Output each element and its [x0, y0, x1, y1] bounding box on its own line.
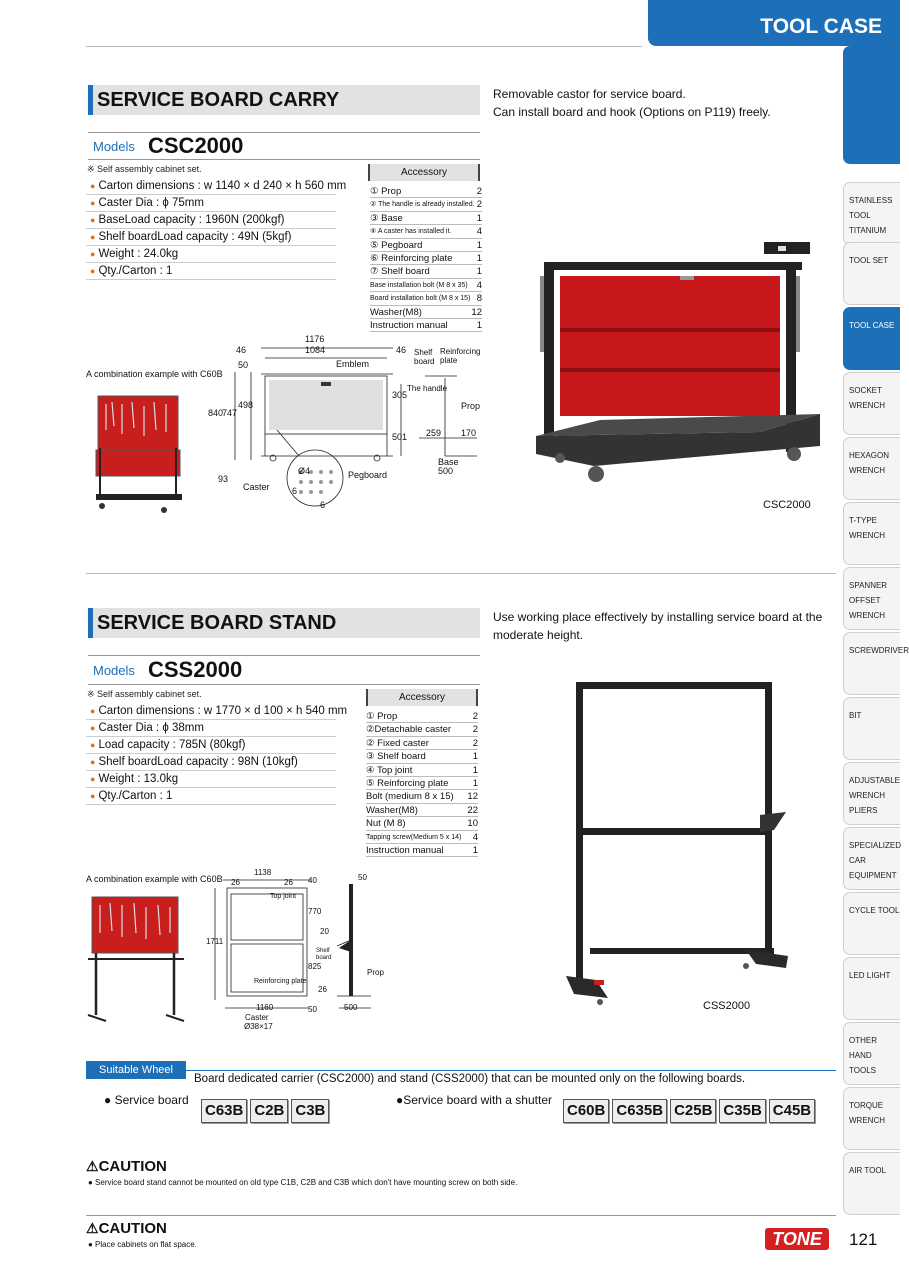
stand-dimension-drawing — [205, 870, 395, 1025]
accessory-row — [366, 750, 478, 763]
spec-text: Shelf boardLoad capacity : 98N (10kgf) — [98, 756, 298, 768]
spec-row — [86, 771, 336, 788]
carry-model-code: CSC2000 — [148, 133, 244, 158]
dim-50b: 50 — [308, 1005, 317, 1014]
dim-498: 498 — [238, 400, 254, 410]
spec-row — [86, 703, 348, 720]
spec-text: Qty./Carton : 1 — [98, 265, 173, 277]
service-board-list — [201, 1099, 332, 1123]
shutter-board-list — [563, 1099, 818, 1123]
accessory-qty: 2 — [476, 199, 482, 211]
brand-logo: TONE — [765, 1228, 829, 1250]
dim-1176: 1176 — [305, 334, 325, 344]
dim-40: 40 — [308, 876, 317, 885]
side-tab[interactable]: STAINLESS TOOL TITANIUM — [843, 182, 900, 245]
accessory-qty: 1 — [472, 751, 478, 763]
accessory-qty: 10 — [467, 818, 478, 830]
dim-50a: 50 — [358, 873, 367, 882]
accessory-row — [370, 265, 482, 278]
accessory-name: ②Detachable caster — [366, 724, 452, 736]
carry-model-rule-top — [88, 132, 480, 133]
dim-6b: 6 — [320, 500, 326, 510]
board-chip: C3B — [291, 1099, 329, 1123]
bullet-icon: ● — [90, 249, 96, 259]
board-chip: C25B — [670, 1099, 716, 1123]
accessory-qty: 4 — [476, 279, 482, 291]
carry-photo-caption: CSC2000 — [763, 499, 811, 511]
top-joint-label: Top joint — [270, 893, 297, 900]
accessory-name: Instruction manual — [366, 844, 444, 856]
accessory-name: ② The handle is already installed. — [370, 201, 475, 209]
bullet-icon: ● — [90, 791, 96, 801]
accessory-qty: 22 — [467, 804, 478, 816]
carry-accessory-table — [370, 185, 482, 332]
side-tab[interactable]: TOOL SET — [843, 242, 900, 305]
accessory-row — [370, 225, 482, 238]
accessory-qty: 1 — [476, 252, 482, 264]
dim-50: 50 — [238, 360, 249, 370]
caution-1-text: ● Service board stand cannot be mounted on old type C1B, C2B and C3B which don't have mounting screw on both side. — [88, 1178, 518, 1187]
accessory-qty: 2 — [472, 711, 478, 722]
dim-170: 170 — [461, 428, 477, 438]
wheel-rule — [186, 1070, 836, 1071]
accessory-qty: 2 — [476, 186, 482, 197]
carry-accessory-head: Accessory — [368, 164, 480, 181]
dim-501: 501 — [392, 432, 408, 442]
accessory-name: Washer(M8) — [366, 804, 418, 816]
carry-combo-label: A combination example with C60B — [86, 369, 223, 379]
handle-label: The handle — [407, 384, 448, 393]
accessory-row — [370, 185, 482, 198]
side-tab[interactable]: TOOL CASE — [843, 307, 900, 370]
accessory-row — [366, 777, 478, 790]
bullet-icon: ● — [90, 706, 96, 716]
shutter-board-label: ●Service board with a shutter — [396, 1093, 552, 1107]
side-tab[interactable]: SPECIALIZED CAR EQUIPMENT — [843, 827, 900, 890]
accessory-name: Nut (M 8) — [366, 818, 406, 830]
spec-text: Carton dimensions : w 1770 × d 100 × h 540 mm — [98, 705, 348, 717]
accessory-name: ① Prop — [366, 711, 398, 722]
accessory-name: ② Fixed caster — [366, 737, 429, 749]
accessory-qty: 1 — [476, 239, 482, 251]
carry-note: ※ Self assembly cabinet set. — [87, 164, 202, 174]
side-tab[interactable]: TORQUE WRENCH — [843, 1087, 900, 1150]
caution-2-title: CAUTION — [98, 1220, 167, 1237]
accessory-name: ① Prop — [370, 186, 402, 197]
accessory-row — [370, 198, 482, 211]
service-board-label: ● Service board — [104, 1093, 189, 1107]
spec-text: Shelf boardLoad capacity : 49N (5kgf) — [98, 231, 292, 243]
stand-model-rule-top — [88, 655, 480, 656]
caution-2-text: ● Place cabinets on flat space. — [88, 1240, 197, 1249]
warning-icon: ⚠ — [86, 1220, 99, 1236]
spec-row — [86, 212, 336, 229]
page-number: 121 — [849, 1230, 878, 1249]
spec-text: Weight : 13.0kg — [98, 773, 179, 785]
board-chip: C35B — [719, 1099, 765, 1123]
dim-26b: 26 — [284, 878, 293, 887]
accessory-qty: 12 — [471, 306, 482, 318]
dim-1138: 1138 — [254, 868, 272, 877]
header-rule — [86, 46, 642, 47]
stand-models-label: Models — [93, 663, 135, 678]
accessory-row — [366, 764, 478, 777]
stand-model-rule — [88, 684, 480, 685]
spec-text: Load capacity : 785N (80kgf) — [98, 739, 246, 751]
dim-26a: 26 — [231, 878, 240, 887]
accessory-row — [366, 817, 478, 830]
dim-840: 840 — [208, 408, 224, 418]
carry-model-rule — [88, 159, 480, 160]
spec-text: BaseLoad capacity : 1960N (200kgf) — [98, 214, 285, 226]
dim-305: 305 — [392, 390, 408, 400]
dim-20: 20 — [320, 927, 329, 936]
side-tab[interactable]: T-TYPE WRENCH — [843, 502, 900, 565]
dim-1084: 1084 — [305, 345, 326, 355]
accessory-name: ④ A caster has installed it. — [370, 228, 452, 236]
prop-label: Prop — [461, 401, 481, 411]
carry-combo-image — [92, 390, 192, 518]
spec-row — [86, 720, 336, 737]
accessory-row — [366, 737, 478, 750]
stand-product-photo — [560, 680, 790, 1010]
side-tab[interactable]: SCREWDRIVER — [843, 632, 900, 695]
footer-rule — [86, 1215, 836, 1216]
accessory-name: ⑥ Reinforcing plate — [370, 252, 453, 264]
stand-photo-caption: CSS2000 — [703, 1000, 751, 1012]
accessory-row — [370, 239, 482, 252]
accessory-row — [370, 279, 482, 292]
spec-row — [86, 229, 336, 246]
board-chip: C2B — [250, 1099, 288, 1123]
dim-46b: 46 — [396, 345, 407, 355]
section-divider — [86, 573, 836, 574]
dim-500: 500 — [438, 466, 454, 476]
stand-model-code: CSS2000 — [148, 657, 243, 682]
bullet-icon: ● — [90, 740, 96, 750]
bullet-icon: ● — [90, 774, 96, 784]
accessory-row — [366, 804, 478, 817]
bullet-icon: ● — [90, 757, 96, 767]
dim-6a: 6 — [292, 486, 298, 496]
accessory-qty: 8 — [476, 293, 482, 305]
spec-row — [86, 246, 336, 263]
dim-1160: 1160 — [256, 1003, 274, 1012]
carry-spec-list — [86, 178, 347, 280]
side-tab[interactable]: LED LIGHT — [843, 957, 900, 1020]
dim-770: 770 — [308, 907, 322, 916]
side-tab[interactable]: SOCKET WRENCH — [843, 372, 900, 435]
accessory-name: ⑦ Shelf board — [370, 266, 430, 278]
spec-text: Caster Dia : ϕ 38mm — [98, 722, 204, 734]
spec-row — [86, 178, 347, 195]
accessory-row — [370, 292, 482, 305]
stand-title: SERVICE BOARD STAND — [88, 608, 480, 638]
caution-1-title: CAUTION — [98, 1158, 167, 1175]
caution-1 — [86, 1158, 167, 1175]
dim-1711: 1711 — [206, 937, 224, 946]
accessory-row — [370, 212, 482, 225]
accessory-row — [366, 831, 478, 844]
side-tab[interactable]: AIR TOOL — [843, 1152, 900, 1215]
carry-product-photo — [530, 236, 830, 491]
base-label: Base — [438, 457, 459, 467]
accessory-name: Tapping screw(Medium 5 x 14) — [366, 833, 462, 841]
carry-title: SERVICE BOARD CARRY — [88, 85, 480, 115]
accessory-qty: 4 — [476, 226, 482, 238]
accessory-name: ⑤ Reinforcing plate — [366, 777, 449, 789]
category-banner: TOOL CASE — [648, 0, 900, 46]
stand-note: ※ Self assembly cabinet set. — [87, 689, 202, 699]
carry-desc-line2: Can install board and hook (Options on P119) freely. — [493, 105, 771, 119]
spec-text: Qty./Carton : 1 — [98, 790, 173, 802]
caution-2 — [86, 1220, 167, 1237]
accessory-qty: 1 — [476, 212, 482, 224]
warning-icon: ⚠ — [86, 1158, 99, 1174]
pegboard-label: Pegboard — [348, 470, 388, 480]
stand-combo-label: A combination example with C60B — [86, 874, 223, 884]
bullet-icon: ● — [90, 181, 96, 191]
accessory-name: ④ Top joint — [366, 764, 413, 776]
carry-models-label: Models — [93, 139, 135, 154]
accessory-qty: 1 — [472, 777, 478, 789]
stand-caster-label: Caster — [245, 1013, 269, 1022]
suitable-wheel-board-tag: Suitable Wheel Board — [86, 1061, 186, 1079]
side-tab[interactable]: HEXAGON WRENCH — [843, 437, 900, 500]
accessory-row — [370, 306, 482, 319]
dim-259: 259 — [426, 428, 442, 438]
wheel-description: Board dedicated carrier (CSC2000) and stand (CSS2000) that can be mounted only on the following boards. — [194, 1073, 746, 1085]
accessory-name: Instruction manual — [370, 319, 448, 331]
bullet-icon: ● — [90, 198, 96, 208]
accessory-qty: 1 — [472, 844, 478, 856]
accessory-row — [366, 844, 478, 857]
stand-combo-image — [86, 893, 186, 1028]
accessory-qty: 2 — [472, 737, 478, 749]
accessory-row — [366, 710, 478, 723]
bullet-icon: ● — [90, 215, 96, 225]
accessory-qty: 1 — [476, 319, 482, 331]
dim-747: 747 — [222, 408, 238, 418]
side-tab[interactable]: SPANNER OFFSET WRENCH — [843, 567, 900, 630]
carry-description — [493, 85, 838, 121]
accessory-name: Base installation bolt (M 8 x 35) — [370, 281, 468, 289]
emblem-label: Emblem — [336, 359, 370, 369]
stand-reinforcing-label: Reinforcing plate — [254, 978, 307, 985]
board-chip: C635B — [612, 1099, 667, 1123]
accessory-name: ③ Shelf board — [366, 751, 426, 763]
accessory-qty: 1 — [476, 266, 482, 278]
dim-46a: 46 — [236, 345, 247, 355]
stand-description: Use working place effectively by installing service board at the moderate height. — [493, 610, 823, 642]
accessory-row — [366, 790, 478, 803]
spec-row — [86, 195, 336, 212]
spec-text: Weight : 24.0kg — [98, 248, 179, 260]
accessory-row — [366, 723, 478, 736]
dim-26c: 26 — [318, 985, 327, 994]
accessory-qty: 12 — [467, 791, 478, 803]
reinforcing-label: Reinforcing plate — [440, 347, 481, 365]
stand-caster-dim: Ø38×17 — [244, 1022, 273, 1031]
spec-row — [86, 754, 336, 771]
board-chip: C63B — [201, 1099, 247, 1123]
bullet-icon: ● — [90, 266, 96, 276]
board-chip: C45B — [769, 1099, 815, 1123]
accessory-qty: 2 — [472, 724, 478, 736]
accessory-row — [370, 252, 482, 265]
spec-row — [86, 788, 336, 805]
board-chip: C60B — [563, 1099, 609, 1123]
caster-label: Caster — [243, 482, 270, 492]
spec-row — [86, 737, 336, 754]
spec-text: Caster Dia : ϕ 75mm — [98, 197, 204, 209]
side-tab-cap — [843, 46, 900, 164]
bullet-icon: ● — [90, 723, 96, 733]
dim-500-stand: 500 — [344, 1003, 358, 1012]
side-tab[interactable]: BIT — [843, 697, 900, 760]
side-tab[interactable]: CYCLE TOOL — [843, 892, 900, 955]
spec-text: Carton dimensions : w 1140 × d 240 × h 560 mm — [98, 180, 347, 192]
accessory-name: ③ Base — [370, 212, 403, 224]
accessory-qty: 1 — [472, 764, 478, 776]
accessory-qty: 4 — [472, 831, 478, 843]
dim-93: 93 — [218, 474, 229, 484]
accessory-name: Washer(M8) — [370, 306, 422, 318]
stand-prop-label: Prop — [367, 968, 384, 977]
accessory-name: Board installation bolt (M 8 x 15) — [370, 295, 471, 303]
stand-spec-list — [86, 703, 348, 805]
spec-row — [86, 263, 336, 280]
shelf-board-label: Shelf board — [414, 348, 435, 366]
side-tab[interactable]: OTHER HAND TOOLS — [843, 1022, 900, 1085]
accessory-name: Bolt (medium 8 x 15) — [366, 791, 454, 803]
side-tab[interactable]: ADJUSTABLE WRENCH PLIERS — [843, 762, 900, 825]
accessory-name: ⑤ Pegboard — [370, 239, 423, 251]
dim-phi4: Ø4 — [298, 466, 311, 476]
stand-shelf-board-label: Shelf board — [316, 948, 332, 961]
stand-accessory-table — [366, 710, 478, 857]
stand-accessory-head: Accessory — [366, 689, 478, 706]
carry-desc-line1: Removable castor for service board. — [493, 87, 686, 101]
bullet-icon: ● — [90, 232, 96, 242]
dim-825: 825 — [308, 962, 322, 971]
